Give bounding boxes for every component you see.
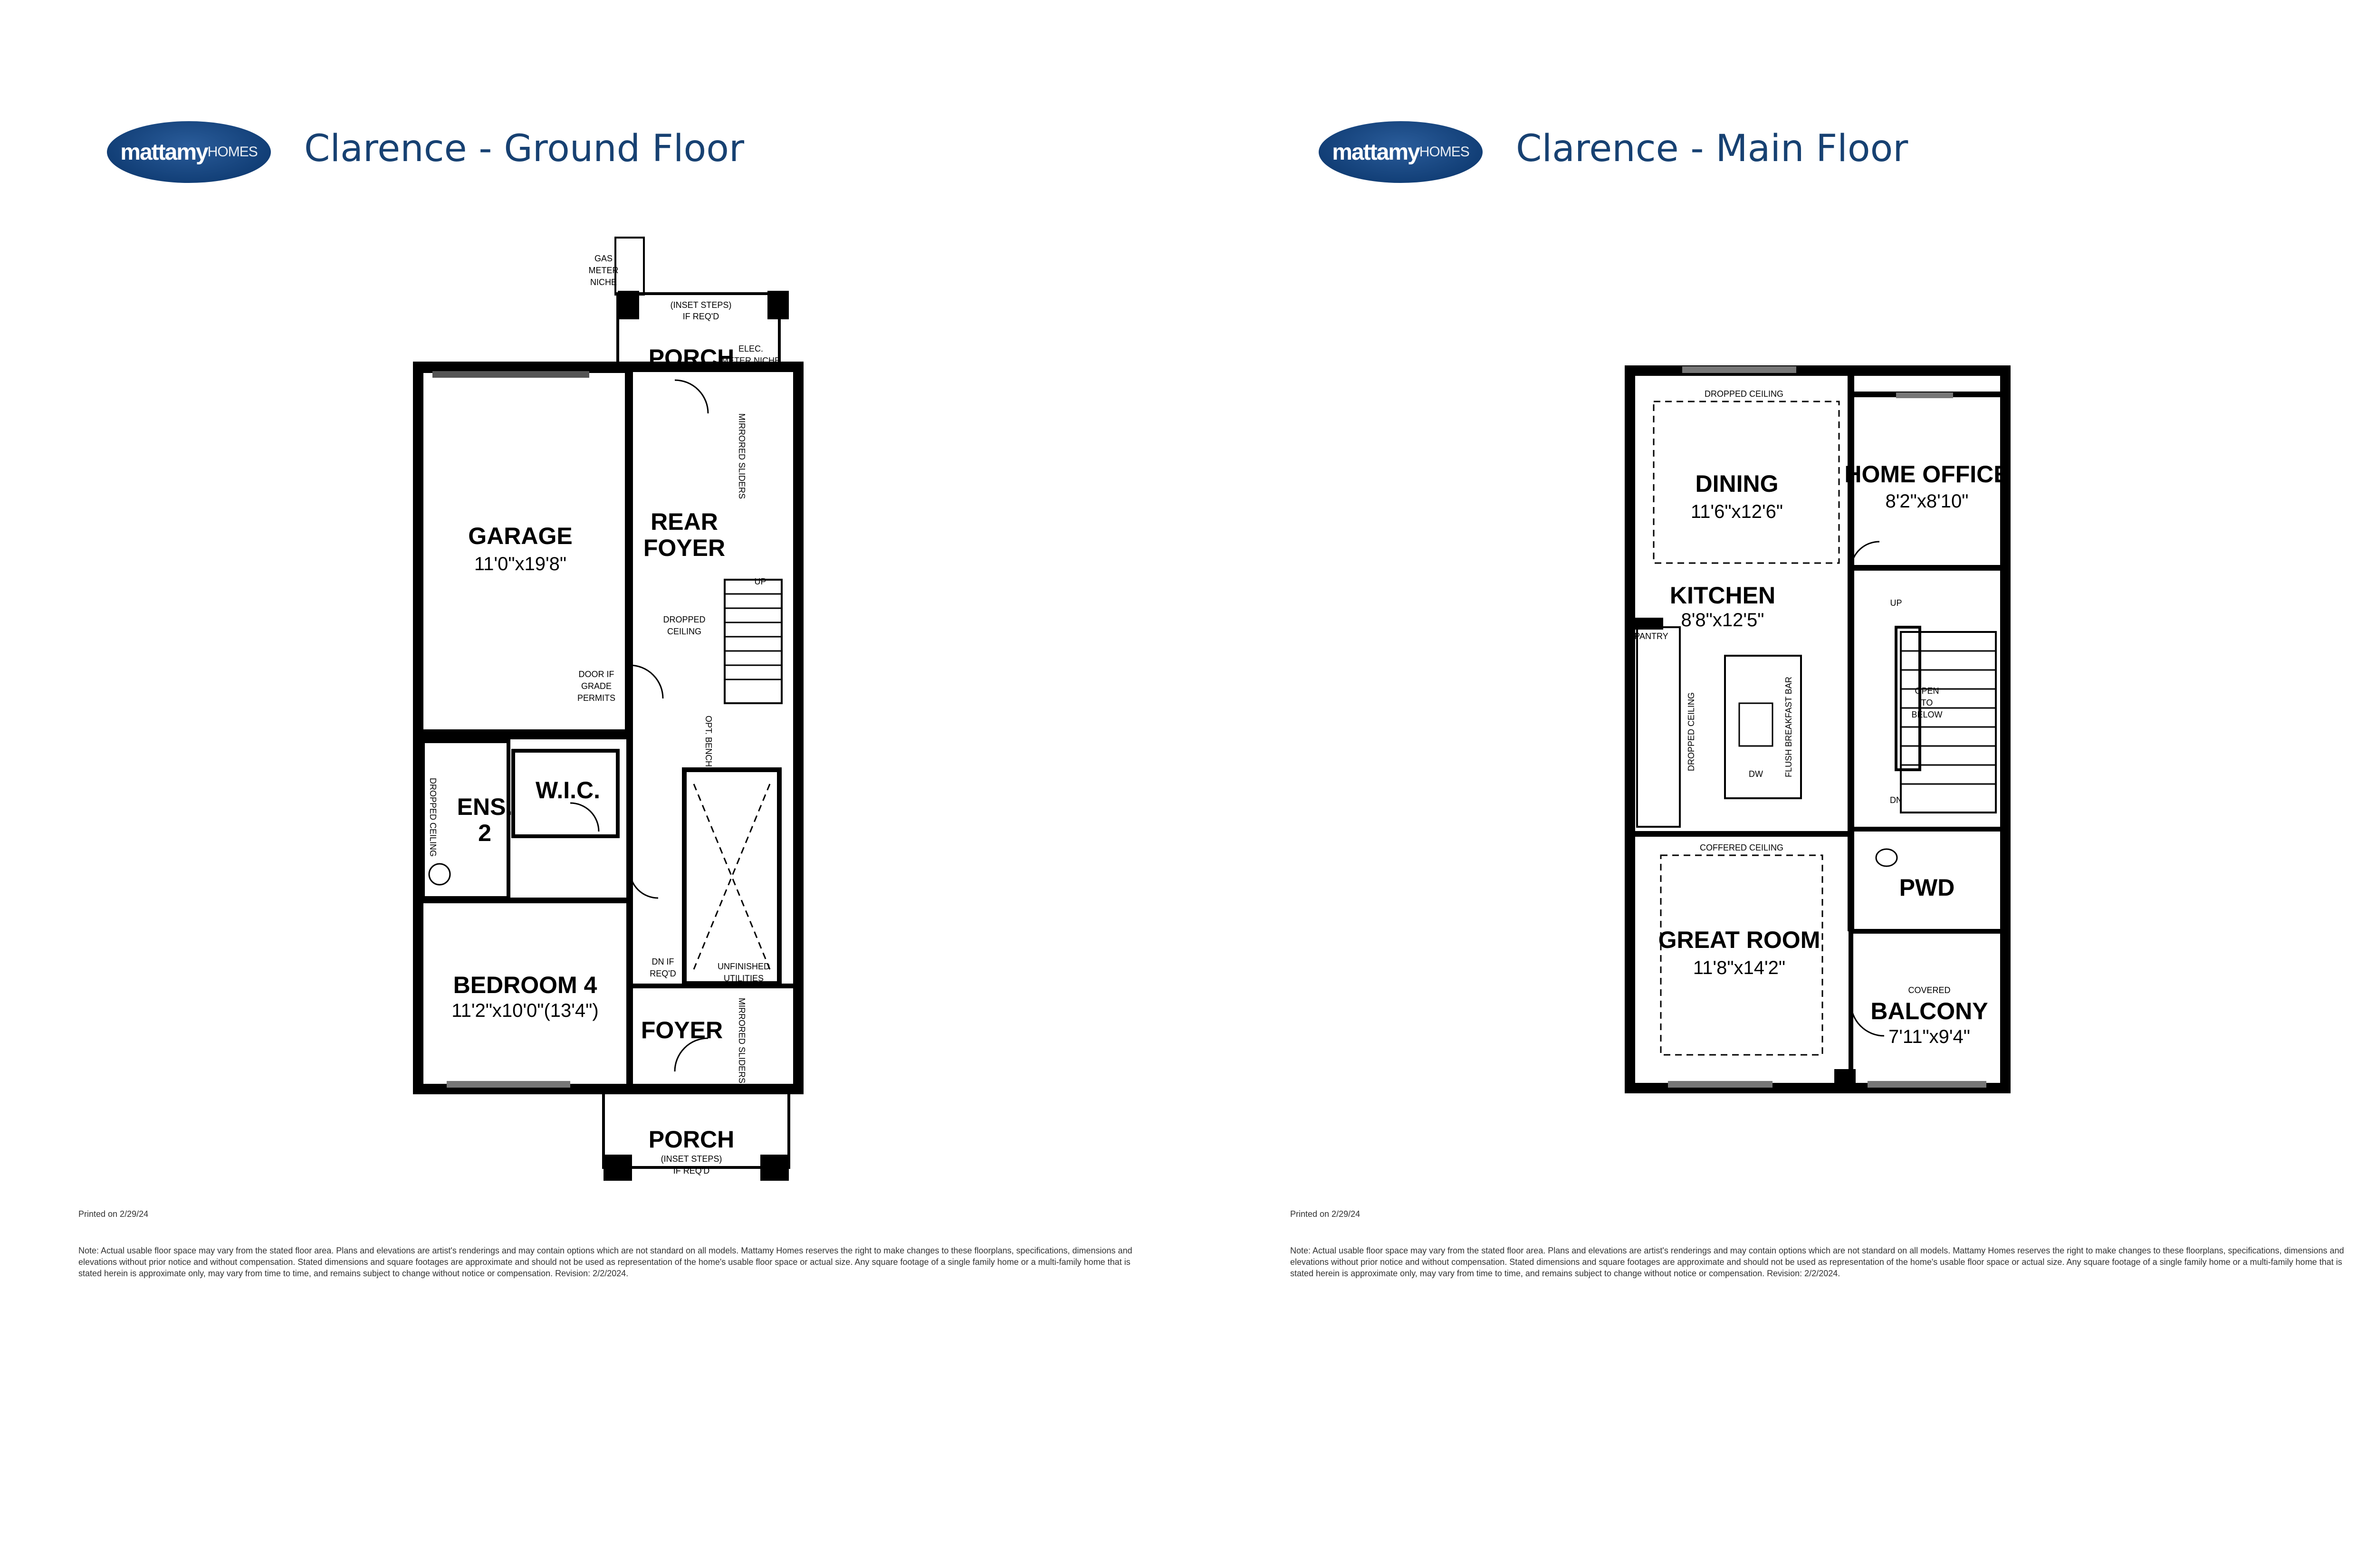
svg-text:DROPPED CEILING: DROPPED CEILING [428, 777, 438, 857]
svg-text:UTILITIES: UTILITIES [723, 974, 764, 983]
room-great-room: GREAT ROOM [1658, 927, 1820, 953]
svg-text:PANTRY: PANTRY [1634, 631, 1668, 641]
svg-text:DOOR IF: DOOR IF [578, 669, 614, 679]
mattamy-logo: mattamy HOMES [1319, 121, 1483, 183]
room-porch-bottom: PORCH [648, 1126, 735, 1153]
svg-text:(INSET STEPS): (INSET STEPS) [670, 300, 732, 310]
svg-text:OPEN: OPEN [1915, 686, 1939, 696]
svg-text:FLUSH BREAKFAST BAR: FLUSH BREAKFAST BAR [1784, 677, 1793, 777]
disclaimer-note: Note: Actual usable floor space may vary from the stated floor area. Plans and elevations are artist's renderings and may contain options which are not standard on all models. Mattamy Homes reserves the right to make changes to these floorplans, specifications, dimensions and elevations without prior notice and without compensation. Stated dimensions and square footages are approximate and should not be used as representation of the home's usable floor space or actual size. Any square footage of a single family home or a multi-family home that is stated herein is approximate only, may vary from time to time, and remains subject to change without notice or compensation. Revision: 2/2/2024. [78, 1246, 1132, 1278]
svg-text:MIRRORED SLIDERS: MIRRORED SLIDERS [737, 413, 747, 499]
room-kitchen: KITCHEN [1669, 582, 1776, 609]
svg-text:COVERED: COVERED [1908, 985, 1951, 995]
room-rear-foyer-2: FOYER [643, 535, 726, 561]
disclaimer-note: Note: Actual usable floor space may vary from the stated floor area. Plans and elevations are artist's renderings and may contain options which are not standard on all models. Mattamy Homes reserves the right to make changes to these floorplans, specifications, dimensions and elevations without prior notice and without compensation. Stated dimensions and square footages are approximate and should not be used as representation of the home's usable floor space or actual size. Any square footage of a single family home or a multi-family home that is stated herein is approximate only, may vary from time to time, and remains subject to change without notice or compensation. Revision: 2/2/2024. [1290, 1246, 2344, 1278]
room-porch-top: PORCH [648, 344, 735, 371]
room-powder: PWD [1899, 874, 1955, 901]
main-floor-plan [1212, 0, 2376, 1568]
floor-title: Clarence - Ground Floor [304, 127, 745, 170]
room-garage: GARAGE [468, 523, 573, 549]
room-rear-foyer: REAR [651, 508, 718, 535]
room-bedroom-4: BEDROOM 4 [453, 972, 597, 998]
svg-text:GAS: GAS [594, 254, 613, 263]
room-bedroom-4-dim: 11'2"x10'0"(13'4") [451, 1000, 599, 1021]
svg-text:DROPPED: DROPPED [663, 615, 706, 624]
svg-text:(INSET STEPS): (INSET STEPS) [661, 1154, 722, 1164]
svg-text:REQ'D: REQ'D [650, 969, 676, 978]
svg-text:OPT. BENCH: OPT. BENCH [704, 715, 713, 767]
svg-text:GRADE: GRADE [581, 681, 612, 691]
svg-text:CEILING: CEILING [667, 627, 702, 636]
svg-text:UP: UP [1890, 598, 1902, 608]
svg-text:UP: UP [754, 577, 766, 586]
room-balcony: BALCONY [1870, 998, 1988, 1024]
room-dining: DINING [1695, 470, 1779, 497]
svg-text:TO: TO [1921, 698, 1933, 708]
svg-text:UNFINISHED: UNFINISHED [717, 962, 770, 971]
room-wic: W.I.C. [535, 777, 601, 803]
room-foyer: FOYER [641, 1017, 723, 1043]
printed-date: Printed on 2/29/24 [1290, 1209, 1360, 1219]
svg-text:DW: DW [1749, 769, 1763, 779]
svg-text:IF REQ'D: IF REQ'D [673, 1166, 710, 1176]
room-ensuite-num: 2 [478, 820, 491, 846]
gas-meter-niche [615, 238, 644, 295]
room-great-room-dim: 11'8"x14'2" [1693, 957, 1786, 978]
mattamy-logo: mattamy HOMES [107, 121, 271, 183]
svg-text:BELOW: BELOW [1911, 710, 1943, 719]
room-home-office: HOME OFFICE [1844, 461, 2010, 488]
svg-text:DN IF: DN IF [651, 957, 674, 966]
room-balcony-dim: 7'11"x9'4" [1888, 1026, 1970, 1047]
svg-text:METER NICHE: METER NICHE [721, 356, 781, 365]
svg-text:COFFERED CEILING: COFFERED CEILING [1699, 843, 1784, 852]
stairs [725, 580, 782, 703]
svg-text:DROPPED CEILING: DROPPED CEILING [1704, 389, 1784, 399]
stairs [1901, 632, 1996, 813]
svg-text:METER: METER [588, 266, 619, 275]
svg-text:MIRRORED SLIDERS: MIRRORED SLIDERS [737, 997, 747, 1084]
room-garage-dim: 11'0"x19'8" [474, 554, 567, 574]
svg-text:DN: DN [1890, 795, 1902, 805]
svg-text:PERMITS: PERMITS [577, 693, 616, 703]
room-ensuite: ENS. [457, 794, 513, 820]
room-kitchen-dim: 8'8"x12'5" [1681, 610, 1764, 631]
sheet-main-floor [1212, 0, 2376, 1568]
svg-text:IF REQ'D: IF REQ'D [682, 312, 719, 321]
svg-text:ELEC.: ELEC. [738, 344, 764, 354]
room-home-office-dim: 8'2"x8'10" [1885, 491, 1969, 512]
svg-text:NICHE: NICHE [590, 277, 617, 287]
room-dining-dim: 11'6"x12'6" [1690, 501, 1783, 522]
printed-date: Printed on 2/29/24 [78, 1209, 149, 1219]
utilities-room [684, 770, 779, 984]
svg-text:DROPPED CEILING: DROPPED CEILING [1686, 692, 1696, 772]
floor-title: Clarence - Main Floor [1516, 127, 1908, 170]
